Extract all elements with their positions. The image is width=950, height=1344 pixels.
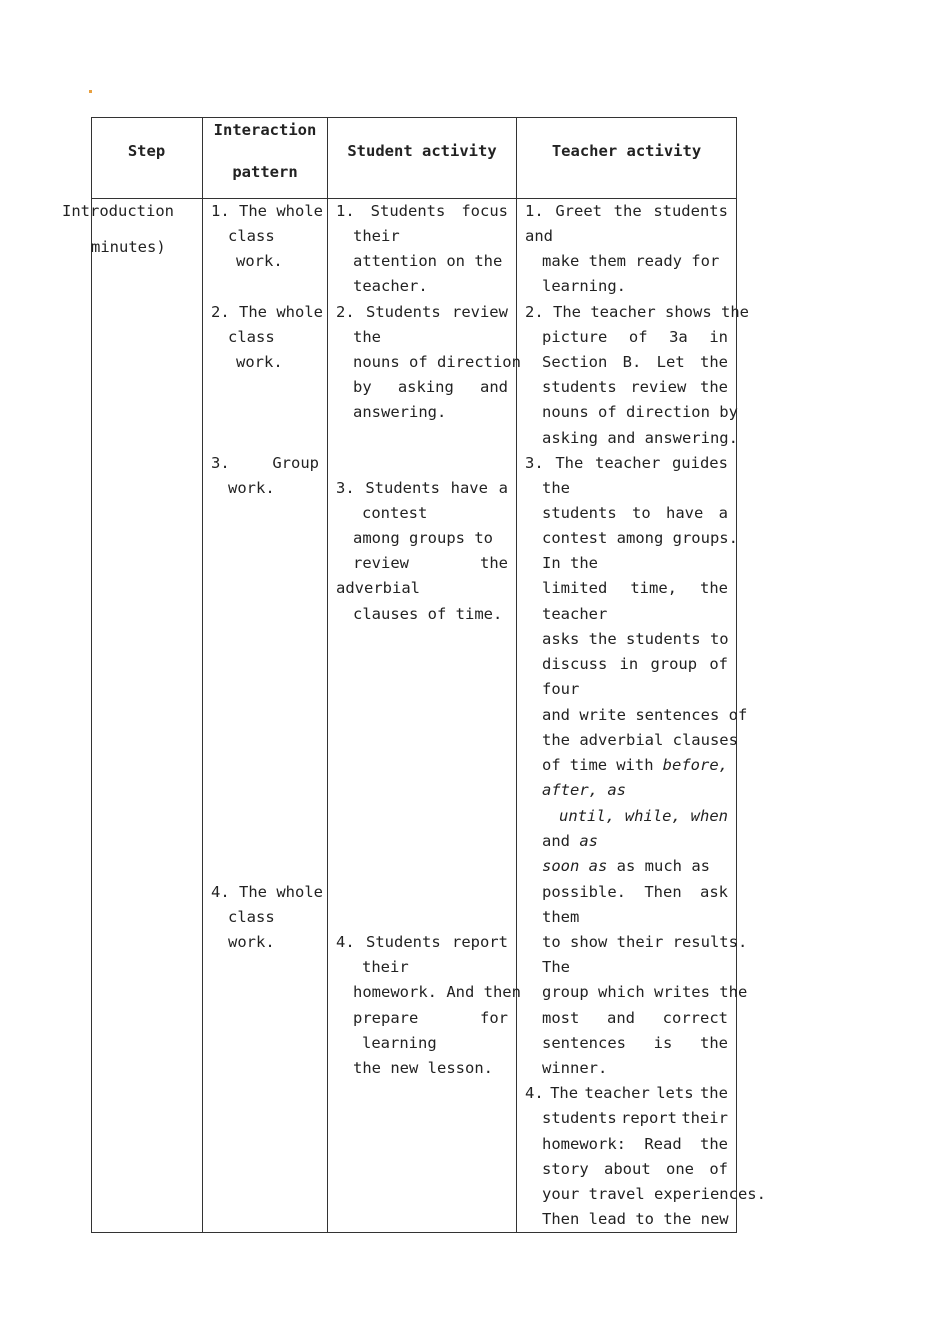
text-line: homework. And then [353, 983, 521, 1001]
word: picture [542, 328, 608, 346]
word: lets [656, 1084, 694, 1102]
word: review [353, 554, 409, 572]
text-line: to show their results. [542, 933, 748, 951]
word: most [542, 1009, 580, 1027]
word: The [550, 1084, 579, 1102]
word: Read [644, 1135, 682, 1153]
word: Students [366, 933, 441, 951]
text-line: group which writes the [542, 983, 748, 1001]
text-line: contest [362, 504, 428, 522]
word: a [718, 504, 728, 522]
word: discuss [542, 655, 608, 673]
word: Students [370, 202, 446, 220]
interaction-text: work. [236, 252, 283, 270]
column-divider [327, 118, 328, 1232]
word: have [450, 479, 488, 497]
word: have [665, 504, 704, 522]
text-line: them [542, 908, 580, 926]
interaction-text: The whole [239, 202, 324, 220]
word: the [699, 1084, 728, 1102]
text-line: among groups to [353, 529, 493, 547]
header-student-activity: Student activity [347, 142, 497, 160]
text-line: contest among groups. [542, 529, 738, 547]
word: Then [644, 883, 682, 901]
column-divider [202, 118, 203, 1232]
word: to [631, 504, 651, 522]
word: the [700, 579, 728, 597]
text-line: learning. [542, 277, 626, 295]
word: time, [630, 579, 677, 597]
word: and [607, 1009, 635, 1027]
text-line: Then lead to the new [542, 1210, 729, 1228]
word: for [480, 1009, 508, 1027]
list-number: 1. [336, 202, 355, 220]
text-line: learning [362, 1034, 437, 1052]
list-number: 4. [525, 1084, 544, 1102]
word: in [709, 328, 728, 346]
interaction-text: class [228, 328, 275, 346]
word: as much as [616, 857, 710, 875]
text-line: and [525, 227, 553, 245]
word: by [353, 378, 372, 396]
text-line: and write sentences of [542, 706, 748, 724]
word: as [579, 832, 599, 850]
word: review [630, 378, 687, 396]
text-line: In the [542, 554, 598, 572]
column-divider [516, 118, 517, 1232]
step-introduction: Introduction [62, 202, 174, 220]
interaction-text: work. [228, 479, 275, 497]
word: about [604, 1160, 651, 1178]
word: Students [366, 303, 441, 321]
word: students [653, 202, 728, 220]
text-line: The teacher shows the [553, 303, 749, 321]
word: review [451, 303, 508, 321]
header-interaction-line2: pattern [232, 163, 298, 181]
word: students [542, 504, 617, 522]
interaction-text: class [228, 908, 275, 926]
step-minutes: minutes) [91, 238, 166, 256]
word: the [700, 378, 728, 396]
word: the [699, 1135, 728, 1153]
word: report [451, 933, 508, 951]
text-line: attention on the [353, 252, 503, 270]
text-line: four [542, 680, 580, 698]
text-line: teacher [542, 605, 608, 623]
list-number: 1. [211, 202, 230, 220]
interaction-text: The whole [239, 883, 324, 901]
list-number: 4. [211, 883, 230, 901]
text-line: the new lesson. [353, 1059, 493, 1077]
word: The [555, 454, 584, 472]
word: after, [542, 781, 598, 799]
interaction-text: class [228, 227, 275, 245]
text-line: make them ready for [542, 252, 720, 270]
interaction-text: Group [272, 454, 319, 472]
word: prepare [353, 1009, 419, 1027]
word: ask [699, 883, 728, 901]
word: correct [662, 1009, 728, 1027]
word: with [616, 756, 654, 774]
word: the [699, 1034, 728, 1052]
text-line: asks the students to [542, 630, 729, 648]
word: one [666, 1160, 694, 1178]
word: focus [461, 202, 508, 220]
word: Section [542, 353, 608, 371]
header-interaction-line1: Interaction [213, 121, 317, 139]
word: homework: [542, 1135, 626, 1153]
list-number: 2. [336, 303, 355, 321]
text-line: adverbial [336, 579, 420, 597]
list-number: 1. [525, 202, 544, 220]
word: the [699, 353, 728, 371]
word: Let [656, 353, 685, 371]
word: and [542, 832, 570, 850]
word: the [613, 202, 642, 220]
word: of [709, 655, 728, 673]
list-number: 2. [211, 303, 230, 321]
text-line: nouns of direction [353, 353, 521, 371]
text-line: the [353, 328, 381, 346]
list-number: 3. [336, 479, 355, 497]
word: the [480, 554, 508, 572]
word: report [620, 1109, 677, 1127]
interaction-text: The whole [239, 303, 324, 321]
word: of [709, 1160, 728, 1178]
list-number: 4. [336, 933, 355, 951]
word: sentences [542, 1034, 626, 1052]
text-line: their [362, 958, 409, 976]
text-line: teacher. [353, 277, 428, 295]
corner-mark [89, 90, 92, 93]
word: of [628, 328, 648, 346]
word: of [542, 756, 561, 774]
word: until, [559, 807, 615, 825]
word: 3a [669, 328, 688, 346]
text-line: their [353, 227, 400, 245]
word: teacher [584, 1084, 650, 1102]
word: time [569, 756, 608, 774]
word: guides [671, 454, 728, 472]
word: as [607, 781, 627, 799]
word: soon as [542, 857, 608, 875]
text-line: the adverbial clauses [542, 731, 738, 749]
list-number: 3. [211, 454, 230, 472]
word: group [650, 655, 698, 673]
header-step: Step [127, 142, 166, 160]
text-line: nouns of direction by [542, 403, 738, 421]
word: and [479, 378, 508, 396]
list-number: 3. [525, 454, 544, 472]
interaction-text: work. [228, 933, 275, 951]
word: Greet [555, 202, 602, 220]
word: in [619, 655, 639, 673]
interaction-text: work. [236, 353, 283, 371]
word: is [653, 1034, 673, 1052]
list-number: 2. [525, 303, 544, 321]
text-line: answering. [353, 403, 447, 421]
word: students [542, 378, 617, 396]
text-line: winner. [542, 1059, 608, 1077]
word: their [681, 1109, 728, 1127]
word: possible. [542, 883, 626, 901]
text-line: your travel experiences. [542, 1185, 766, 1203]
text-line: the [542, 479, 570, 497]
word: a [498, 479, 508, 497]
word: teacher [594, 454, 661, 472]
word: when [690, 807, 728, 825]
word: Students [365, 479, 440, 497]
word: B. [622, 353, 642, 371]
text-line: clauses of time. [353, 605, 503, 623]
header-teacher-activity: Teacher activity [551, 142, 702, 160]
text-line: The [542, 958, 570, 976]
word: limited [542, 579, 608, 597]
word: story [542, 1160, 589, 1178]
word: while, [624, 807, 681, 825]
word: students [542, 1109, 617, 1127]
text-line: asking and answering. [542, 429, 738, 447]
word: asking [397, 378, 454, 396]
word: before, [662, 756, 728, 774]
